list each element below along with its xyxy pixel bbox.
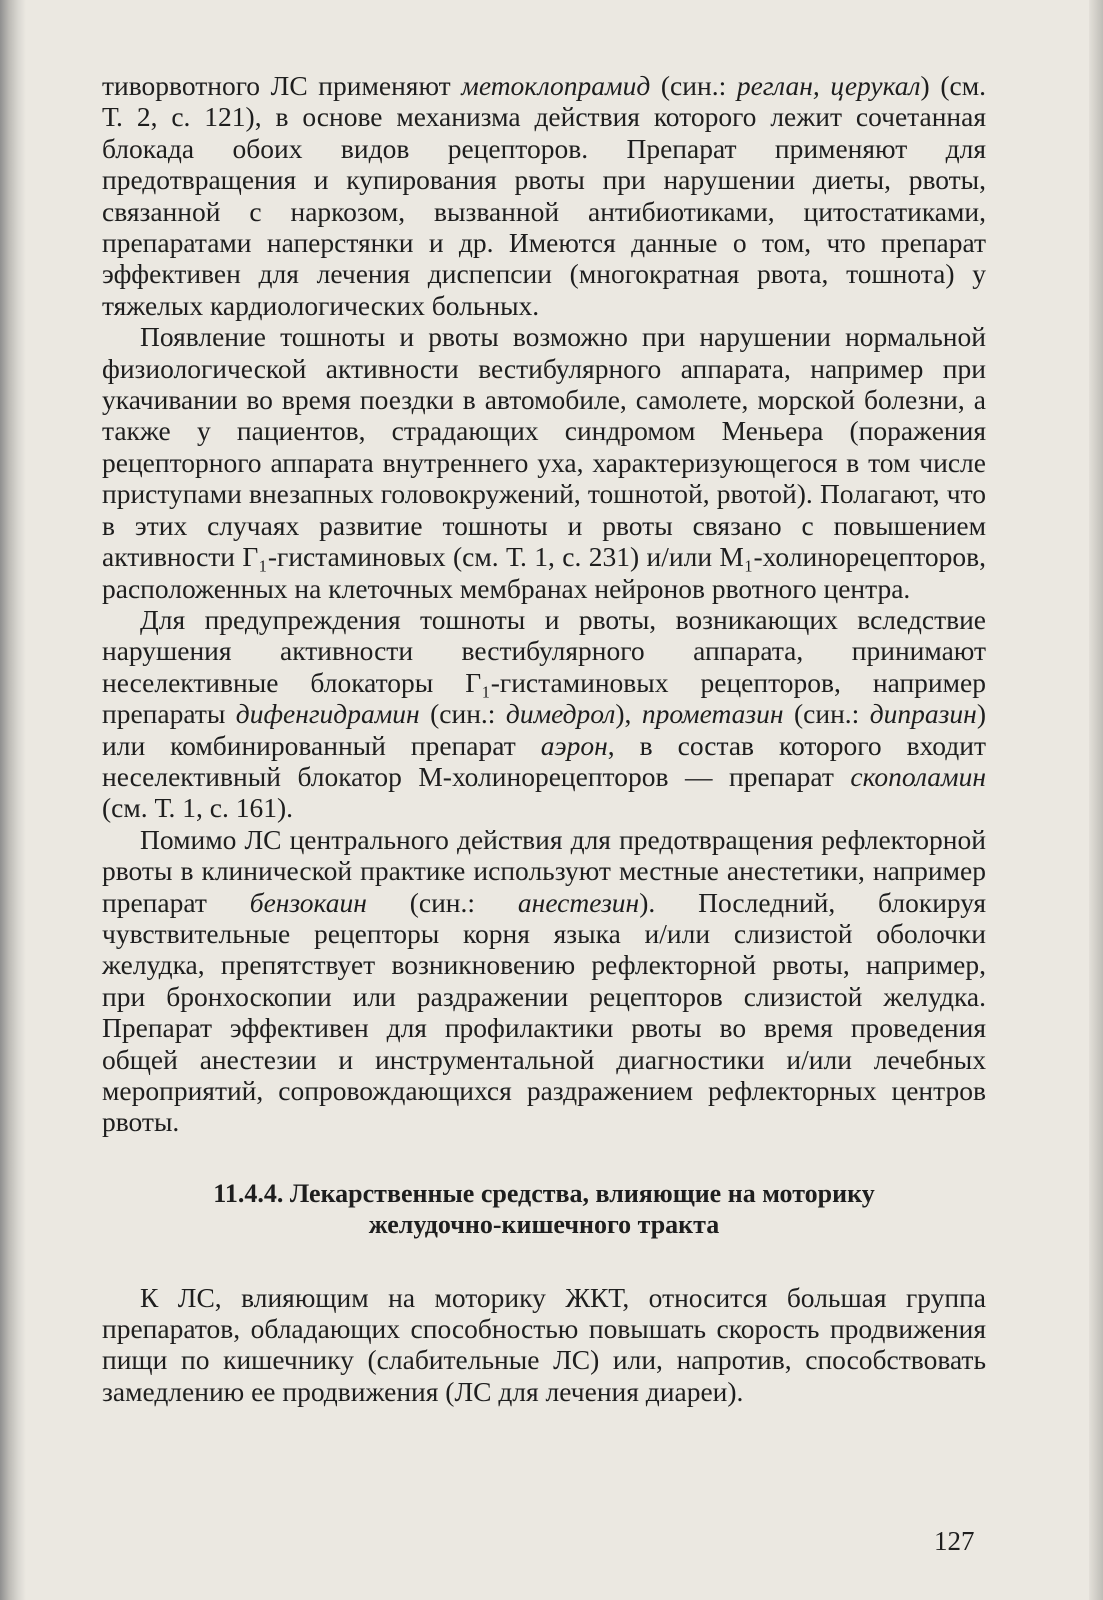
drug-name-italic: реглан, церукал [736, 70, 921, 101]
text-run: ), [615, 698, 642, 730]
drug-name-italic: димедрол [505, 698, 616, 730]
text-run: , в состав которого входит неселективный блокатор М-холинорецепторов — препарат [102, 729, 986, 792]
drug-name-italic: аэрон [540, 729, 608, 761]
text-run: Появление тошноты и рвоты возможно при нарушении нормальной физиологической активности вестибулярного аппарата, например при укачивании во время поездки в автомобиле, самолете, морской болезни, а также у пациентов, страдающих синдромом Меньера (поражения рецепторного аппарата внутреннего уха, характеризующегося в том числе приступами внезапных головокружений, тошнотой, рвотой). Полагают, что в этих случаях развитие тошноты и рвоты связано с повышением активности Г₁-гистаминовых (см. Т. 1, с. 231) и/или М₁-холинорецепторов, расположенных на клеточных мембранах нейронов рвотного центра. [102, 321, 986, 604]
drug-name-italic: скополамин [850, 760, 986, 792]
text-run: ). Последний, блокируя чувствительные рецепторы корня языка и/или слизистой оболочки желудка, препятствует возникновению рефлекторной рвоты, например, при бронхоскопии или раздражении рецепторов слизистой желудка. Препарат эффективен для профилактики рвоты во время проведения общей анестезии и инструментальной диагностики и/или лечебных мероприятий, сопровождающихся раздражением рефлекторных центров рвоты. [102, 886, 987, 1138]
drug-name-italic: метоклопрамид [461, 70, 651, 101]
text-run: (син.: [783, 698, 870, 730]
text-run: (см. Т. 1, с. 161). [102, 792, 294, 824]
drug-name-italic: анестезин [517, 886, 640, 918]
paragraph-4 [102, 824, 986, 1138]
drug-name-italic: прометазин [641, 698, 784, 730]
book-spine-shadow [0, 0, 26, 1600]
text-run: ) (см. Т. 2, с. 121), в основе механизма действия которого лежит сочетанная блокада обоих видов рецепторов. Препарат применяют для предотвращения и купирования рвоты при нарушении диеты, рвоты, связанной с наркозом, вызванной антибиотиками, цитостатиками, препаратами наперстянки и др. Имеются данные о том, что препарат эффективен для лечения диспепсии (многократная рвота, тошнота) у тяжелых кардиологических больных. [102, 70, 986, 321]
page-number: 127 [934, 1526, 975, 1556]
paragraph-3 [102, 604, 986, 824]
section-heading [102, 1178, 986, 1241]
text-run: ) или комбинированный препарат [102, 698, 986, 761]
text-run: Помимо ЛС центрального действия для предотвращения рефлекторной рвоты в клинической практике используют местные анестетики, например препарат [102, 823, 986, 918]
text-run: (син.: [650, 70, 737, 101]
section-heading-line-2: желудочно-кишечного тракта [368, 1210, 720, 1240]
drug-name-italic: бензокаин [249, 886, 367, 918]
paragraph-final: К ЛС, влияющим на моторику ЖКТ, относится большая группа препаратов, обладающих способностью повышать скорость продвижения пищи по кишечнику (слабительные ЛС) или, напротив, способствовать замедлению ее продвижения (ЛС для лечения диареи). [102, 1281, 986, 1407]
paragraph-2 [102, 321, 986, 604]
text-run: тиворвотного ЛС применяют [102, 70, 462, 101]
paragraph-1 [102, 70, 986, 321]
drug-name-italic: дипразин [869, 698, 977, 730]
body-text [102, 70, 986, 1407]
text-run: Для предупреждения тошноты и рвоты, возникающих вследствие нарушения активности вестибулярного аппарата, принимают неселективные блокаторы Г₁-гистаминовых рецепторов, например препараты [102, 603, 986, 730]
text-run: (син.: [419, 698, 506, 730]
paragraphs-container [102, 70, 986, 1138]
drug-name-italic: дифенгидрамин [235, 698, 420, 730]
page-edge-shadow [1089, 0, 1103, 1600]
section-heading-line-1: 11.4.4. Лекарственные средства, влияющие на моторику [213, 1178, 875, 1208]
text-run: (син.: [366, 886, 518, 918]
